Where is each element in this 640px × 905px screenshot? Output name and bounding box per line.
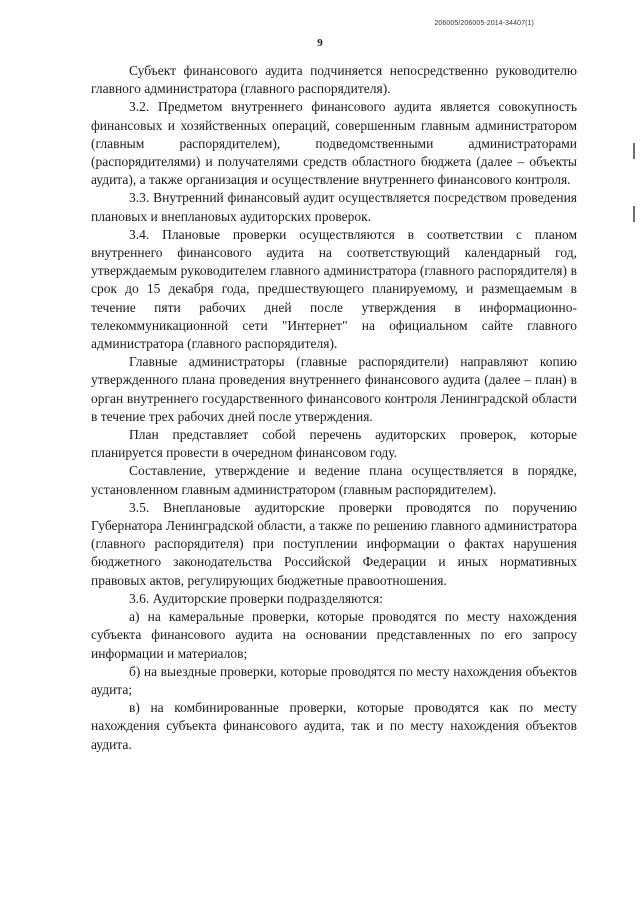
paragraph-3-2: 3.2. Предметом внутреннего финансового аудита является совокупность финансовых и хозяйственных операций, совершенным главным администратором (главным распорядителем), подведомственными администраторами (распорядителями) и получателями средств областного бюджета (далее – объекты аудита), а также организация и осуществление внутреннего финансового контроля. [91, 99, 577, 188]
list-item-a: а) на камеральные проверки, которые проводятся по месту нахождения субъекта финансового аудита на основании представленных по его запросу информации и материалов; [91, 609, 577, 661]
list-item-c: в) на комбинированные проверки, которые проводятся как по месту нахождения субъекта финансового аудита, так и по месту нахождения объектов аудита. [91, 700, 577, 752]
paragraph-subordination: Субъект финансового аудита подчиняется непосредственно руководителю главного администратора (главного распорядителя). [91, 63, 577, 97]
scan-edge-mark [633, 143, 635, 159]
page-number: 9 [317, 37, 323, 49]
paragraph-3-6: 3.6. Аудиторские проверки подразделяются: [129, 590, 383, 606]
paragraph-plan-submission: Главные администраторы (главные распорядители) направляют копию утвержденного плана проведения внутреннего финансового аудита (далее – план) в орган внутреннего государственного финансового контроля Ленинградской области в течение трех рабочих дней после утверждения. [91, 354, 577, 424]
document-body [91, 62, 577, 754]
paragraph-plan-definition: План представляет собой перечень аудиторских проверок, которые планируется провести в очередном финансовом году. [91, 427, 577, 461]
paragraph-3-5: 3.5. Внеплановые аудиторские проверки проводятся по поручению Губернатора Ленинградской области, а также по решению главного администратора (главного распорядителя) при поступлении информации о фактах нарушения бюджетного законодательства Российской Федерации и иных нормативных правовых актов, регулирующих бюджетные правоотношения. [91, 499, 577, 588]
paragraph-3-4: 3.4. Плановые проверки осуществляются в соответствии с планом внутреннего финансового аудита на соответствующий календарный год, утверждаемым руководителем главного администратора (главного распорядителя) в срок до 15 декабря года, предшествующего планируемому, и размещаемым в течение пяти рабочих дней после утверждения в информационно-телекоммуникационной сети "Интернет" на официальном сайте главного администратора (главного распорядителя). [91, 226, 577, 352]
document-registration-number: 206005/206005-2014-34407(1) [434, 20, 534, 27]
scan-edge-mark [633, 206, 635, 222]
paragraph-plan-procedure: Составление, утверждение и ведение плана осуществляется в порядке, установленном главным администратором (главным распорядителем). [91, 463, 577, 497]
paragraph-3-3: 3.3. Внутренний финансовый аудит осуществляется посредством проведения плановых и внеплановых аудиторских проверок. [91, 190, 577, 224]
list-item-b: б) на выездные проверки, которые проводятся по месту нахождения объектов аудита; [91, 663, 577, 697]
